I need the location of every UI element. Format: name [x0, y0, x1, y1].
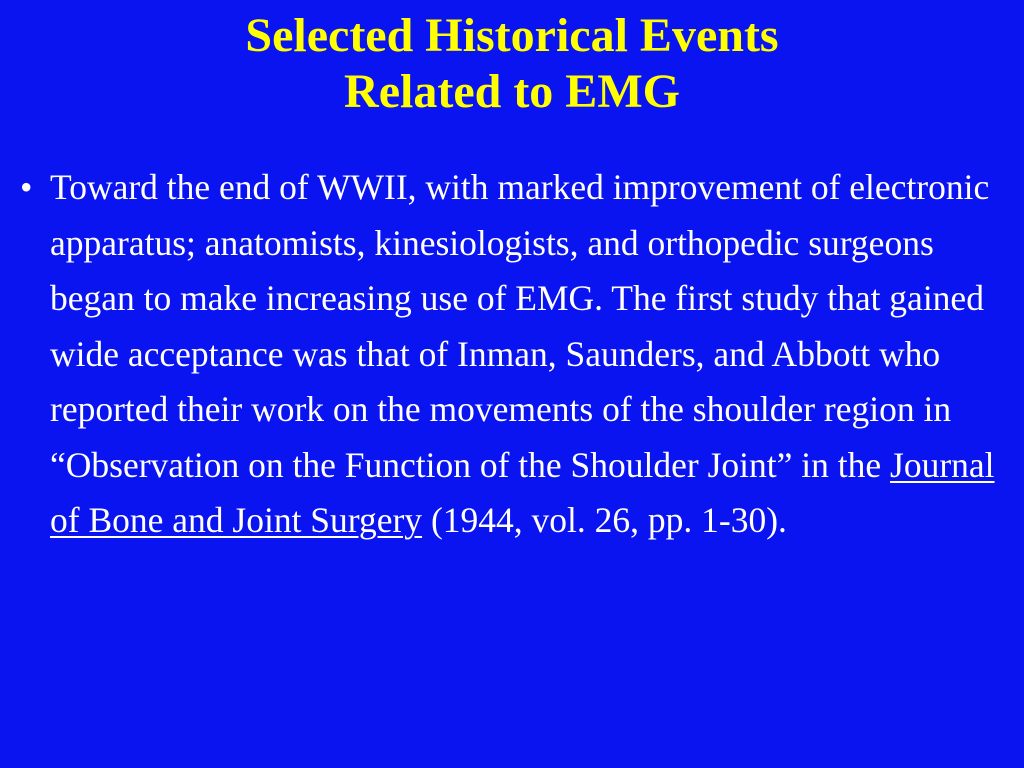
bullet-icon: • [20, 167, 33, 207]
slide-title [0, 8, 1024, 120]
bullet-item [20, 160, 1020, 549]
bullet-text-after: (1944, vol. 26, pp. 1-30). [422, 500, 787, 540]
bullet-list [20, 160, 1020, 549]
journal-title: Journal of Bone and Joint Surgery [50, 444, 995, 540]
slide-title-line-2: Related to EMG [344, 65, 680, 118]
bullet-text-before: Toward the end of WWII, with marked improvement of electronic apparatus; anatomists, kinesiologists, and orthopedic surgeons began to make increasing use of EMG. The first study that gained wide acceptance was that of Inman, Saunders, and Abbott who reported their work on the movements of the shoulder region in “Observation on the Function of the Shoulder Joint” in the [50, 167, 990, 485]
slide-title-line-1: Selected Historical Events [245, 9, 779, 62]
